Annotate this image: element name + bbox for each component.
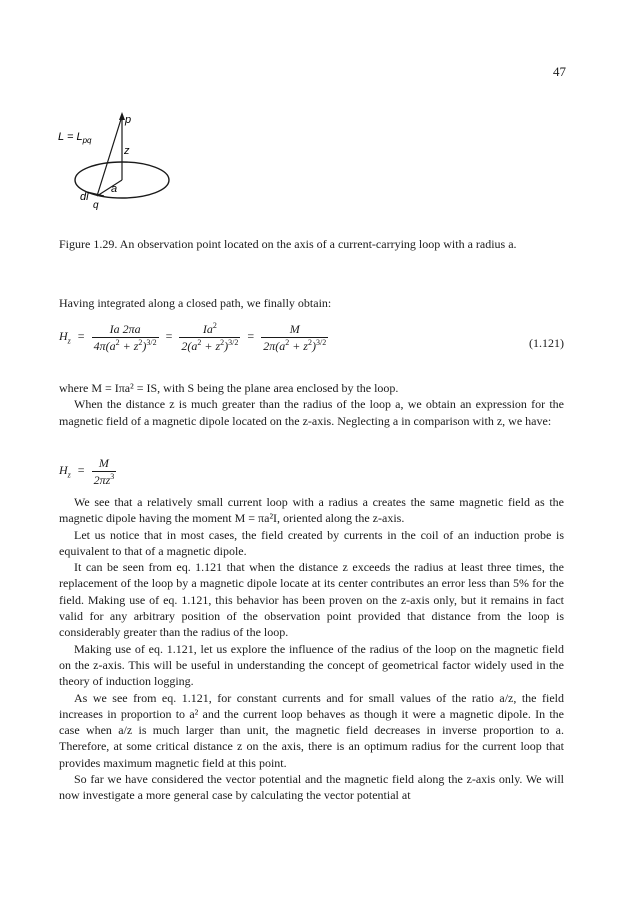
label-dl: dl xyxy=(80,191,89,203)
text-block-upper xyxy=(59,380,564,429)
eq1-fraction-1: $\frac{Ia 2\pi a}{4\pi(a^2 + z^2)^{3/2}}$ xyxy=(93,322,157,353)
eq1-lhs: $H_z$ xyxy=(59,329,71,346)
eq1-fraction-3: $\frac{M}{2\pi(a^2 + z^2)^{3/2}}$ xyxy=(263,322,327,353)
distance-line-l xyxy=(97,116,122,196)
label-p: p xyxy=(125,114,132,126)
label-q: q xyxy=(93,200,99,210)
equation-1-121 xyxy=(59,322,564,364)
where-line: where M = Iπa² = IS, with S being the plane area enclosed by the loop. xyxy=(59,381,399,395)
label-l: $L = L_{pq}$ xyxy=(58,131,92,145)
eq1-fraction-2: $\frac{Ia^2}{2(a^2 + z^2)^{3/2}}$ xyxy=(181,321,239,353)
paragraph-2: Let us notice that in most cases, the field created by currents in the coil of an induction probe is equivalent to that of a magnetic dipole. xyxy=(59,527,564,558)
page-number: 47 xyxy=(553,64,566,79)
equation-dipole-field: $H_z$ = $\frac{M}{2\pi z^3}$ xyxy=(59,456,115,487)
intro-text: Having integrated along a closed path, we finally obtain: xyxy=(59,296,332,310)
equation-number: (1.121) xyxy=(529,336,564,350)
dipole-paragraph: When the distance z is much greater than the radius of the loop a, we obtain an expression for the magnetic field of a magnetic dipole located on the z-axis. Neglecting a in comparison with z, we have: xyxy=(59,397,564,428)
equation-1-121-body: $H_z$ = $\frac{Ia 2\pi a}{4\pi(a^2 + z^2)^{3/2}}$ = $\frac{Ia^2}{2(a^2 + z^2)^{3/2}}$ = $\frac{M}{2\pi(a^2 + z^2)^{3/2}}$ xyxy=(59,321,327,353)
loop-axis-figure xyxy=(52,110,182,210)
paragraph-3: It can be seen from eq. 1.121 that when the distance z exceeds the radius at least three times, the replacement of the loop by a magnetic dipole locate at its center contributes an error less than 5% for the field. Making use of eq. 1.121, this behavior has been proven on the z-axis only, but it remains in fact valid for any arbitrary position of the observation point provided that distance from the loop is considerably greater than the radius of the loop. xyxy=(59,560,564,640)
paragraph-5: As we see from eq. 1.121, for constant currents and for small values of the ratio a/z, the field increases in proportion to a² and the current loop behaves as though it were a magnetic dipole. In the case when a/z is much larger than unit, the magnetic field decreases in inverse proportion to a. Therefore, at some critical distance z on the axis, there is an optimum radius for the current loop that provides maximum magnetic field at this point. xyxy=(59,690,564,770)
paragraph-4: Making use of eq. 1.121, let us explore the influence of the radius of the loop on the magnetic field on the z-axis. This will be useful in understanding the concept of geometrical factor widely used in the theory of induction logging. xyxy=(59,641,564,689)
label-a: a xyxy=(111,183,118,195)
text-block-lower xyxy=(59,494,564,804)
paragraph-1: We see that a relatively small current loop with a radius a creates the same magnetic field as the magnetic dipole having the moment M = πa²I, oriented along the z-axis. xyxy=(59,495,564,526)
eq2-lhs: $H_z$ xyxy=(59,463,71,480)
label-z: z xyxy=(124,145,130,157)
loop-axis-diagram xyxy=(52,110,182,210)
figure-caption: Figure 1.29. An observation point located on the axis of a current-carrying loop with a radius a. xyxy=(59,237,517,251)
eq2-fraction: $\frac{M}{2\pi z^3}$ xyxy=(93,456,115,487)
paragraph-6: So far we have considered the vector potential and the magnetic field along the z-axis only. We will now investigate a more general case by calculating the vector potential at xyxy=(59,772,564,803)
